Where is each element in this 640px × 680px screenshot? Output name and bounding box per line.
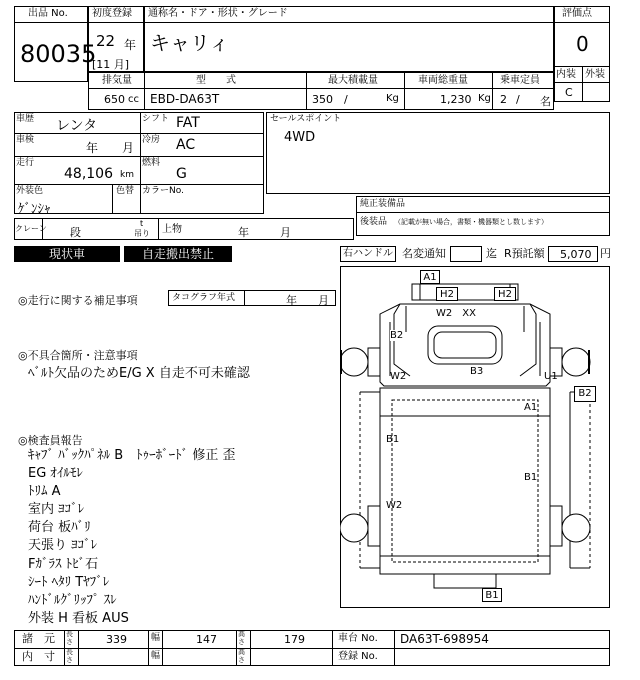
max-load-label: 最大積載量 [328, 75, 378, 86]
upper-label: 上物 [162, 224, 182, 235]
ext-color: ｹﾞﾝｼｬ [18, 202, 51, 217]
tacho-year-unit: 年 [286, 294, 297, 307]
inspector-line: 天張り ﾖｺﾞﾚ [28, 538, 98, 553]
model-label: 型 式 [196, 75, 236, 86]
inspection-year-unit: 年 [86, 141, 99, 155]
fuel: G [176, 166, 187, 182]
capacity-sep: / [516, 93, 520, 106]
aftermarket-label: 後装品 [360, 217, 388, 227]
damage-mark-b1-rear: B1 [482, 588, 502, 602]
inspection-label: 車検 [16, 135, 35, 145]
length-label: 長さ [66, 630, 73, 646]
damage-mark-b3: B3 [470, 366, 484, 377]
color-no-label: カラーNo. [142, 186, 184, 196]
inspector-line: ｷｬﾌﾞ ﾊﾞｯｸﾊﾟﾈﾙ B ﾄｩｰﾎﾞｰﾄﾞ 修正 歪 [28, 448, 236, 463]
chassis-number: DA63T-698954 [400, 632, 489, 646]
inspector-line: ｼｰﾄ ﾍﾀﾘ Tﾔﾌﾞﾚ [28, 575, 110, 590]
mileage-label: 走行 [16, 158, 35, 168]
tachograph-label: タコグラフ年式 [172, 293, 236, 303]
yen-unit: 円 [600, 247, 611, 260]
gross-weight-unit: Kg [478, 93, 491, 104]
damage-mark-b1-left: B1 [386, 434, 400, 445]
height-label: 高さ [238, 630, 245, 646]
mileage-unit: km [120, 170, 134, 180]
equipment-label: 純正装備品 [360, 199, 406, 209]
car-name-label: 通称名・ドア・形状・グレード [148, 8, 288, 19]
upper-month-unit: 月 [280, 226, 291, 239]
damage-mark-h2-left: H2 [436, 287, 458, 301]
history-label: 車歴 [16, 114, 35, 124]
fuel-label: 燃料 [142, 158, 161, 168]
damage-mark-u1: U1 [544, 371, 558, 382]
recycle-label: R預託額 [504, 247, 545, 260]
width-label: 幅 [151, 633, 161, 643]
name-change-label: 名変通知 [402, 247, 446, 260]
color-change-label: 色替 [116, 186, 135, 196]
exterior-label: 外装 [585, 69, 605, 80]
damage-mark-a1-front: A1 [420, 270, 440, 284]
width-label-inner: 幅 [151, 651, 161, 661]
defect-line: ﾍﾞﾙﾄ欠品のためE/G X 自走不可未確認 [28, 366, 250, 381]
crane-ton-label: t [140, 219, 144, 228]
damage-mark-b1-right: B1 [524, 472, 538, 483]
lot-label: 出品 No. [28, 8, 68, 19]
interior-label: 内装 [556, 69, 576, 80]
aircon-label: 冷房 [142, 135, 161, 145]
history: レンタ [56, 118, 98, 134]
model: EBD-DA63T [150, 92, 220, 106]
aircon: AC [176, 137, 196, 153]
crane-stage-label: 段 [70, 226, 81, 239]
damage-mark-w2-xx: W2 XX [436, 308, 476, 319]
inspector-line: 荷台 板ﾊﾞﾘ [28, 520, 91, 535]
sales-point-label: セールスポイント [270, 114, 342, 124]
current-car-badge: 現状車 [14, 246, 120, 262]
aftermarket-note: （記載が無い場合，書類・機器類とし数します） [394, 218, 548, 226]
max-load: 350 [312, 93, 333, 106]
sales-point: 4WD [284, 130, 316, 145]
crane-row [14, 218, 354, 240]
driving-notes-title: ◎走行に関する補足事項 [18, 294, 138, 307]
score-label: 評価点 [562, 8, 592, 19]
mileage: 48,106 [64, 166, 113, 182]
tacho-month-unit: 月 [318, 294, 329, 307]
height-value: 179 [284, 633, 305, 646]
car-name: キャリィ [150, 31, 230, 55]
inspector-line: ﾄﾘﾑ A [28, 484, 61, 499]
recycle-amount: 5,070 [560, 248, 592, 261]
until-label: 迄 [486, 247, 497, 260]
damage-mark-w2-rear: W2 [386, 500, 403, 511]
gross-weight-label: 車両総重量 [418, 75, 468, 86]
first-reg-year: 22 [96, 32, 116, 50]
details-block [14, 112, 264, 214]
inspector-title: ◎検査員報告 [18, 434, 83, 447]
damage-mark-b2-right: B2 [574, 386, 596, 402]
capacity-label: 乗車定員 [500, 75, 540, 86]
specs-label: 諸 元 [22, 632, 55, 645]
no-self-drive-badge: 自走搬出禁止 [124, 246, 232, 262]
capacity: 2 [500, 93, 507, 106]
max-load-unit: Kg [386, 93, 399, 104]
width-value: 147 [196, 633, 217, 646]
interior-grade: C [565, 86, 573, 99]
damage-mark-a1-side: A1 [524, 402, 538, 413]
inspector-line: 室内 ﾖｺﾞﾚ [28, 502, 85, 517]
inner-label: 内 寸 [22, 650, 55, 663]
upper-year-unit: 年 [238, 226, 249, 239]
max-load-sep: / [344, 93, 348, 106]
crane-label: クレーン [15, 224, 47, 233]
first-reg-year-unit: 年 [124, 38, 137, 52]
displacement-unit: cc [128, 94, 139, 105]
first-reg-month: [11 月] [92, 58, 130, 71]
shift: FAT [176, 115, 200, 131]
registration-label: 登録 No. [338, 651, 378, 662]
rhd-badge: 右ハンドル [340, 246, 396, 262]
defect-title: ◎不具合箇所・注意事項 [18, 349, 138, 362]
inspection-month-unit: 月 [122, 141, 135, 155]
capacity-unit: 名 [540, 95, 551, 108]
damage-mark-w2-left: W2 [390, 371, 407, 382]
score: 0 [576, 32, 589, 56]
shift-label: シフト [142, 114, 170, 124]
ext-color-label: 外装色 [16, 186, 44, 196]
inspector-line: Fｶﾞﾗｽ ﾄﾋﾞ石 [28, 557, 99, 572]
gross-weight: 1,230 [440, 93, 472, 106]
displacement-label: 排気量 [102, 75, 132, 86]
lot-number: 80035 [20, 40, 97, 68]
damage-mark-b2-cab: B2 [390, 330, 404, 341]
inspector-line: EG ｵｲﾙﾓﾚ [28, 466, 83, 481]
inspector-line: ﾊﾝﾄﾞﾙｸﾞﾘｯﾌﾟ ｽﾚ [28, 593, 117, 608]
length-value: 339 [106, 633, 127, 646]
length-label-inner: 長さ [66, 648, 73, 664]
displacement: 650 [104, 93, 125, 106]
height-label-inner: 高さ [238, 648, 245, 664]
damage-mark-h2-right: H2 [494, 287, 516, 301]
inspector-line: 外装 H 看板 AUS [28, 611, 129, 626]
crane-hang-label: 吊り [134, 229, 150, 238]
name-change-box [450, 246, 482, 262]
chassis-label: 車台 No. [338, 633, 378, 644]
first-reg-label: 初度登録 [92, 8, 132, 19]
